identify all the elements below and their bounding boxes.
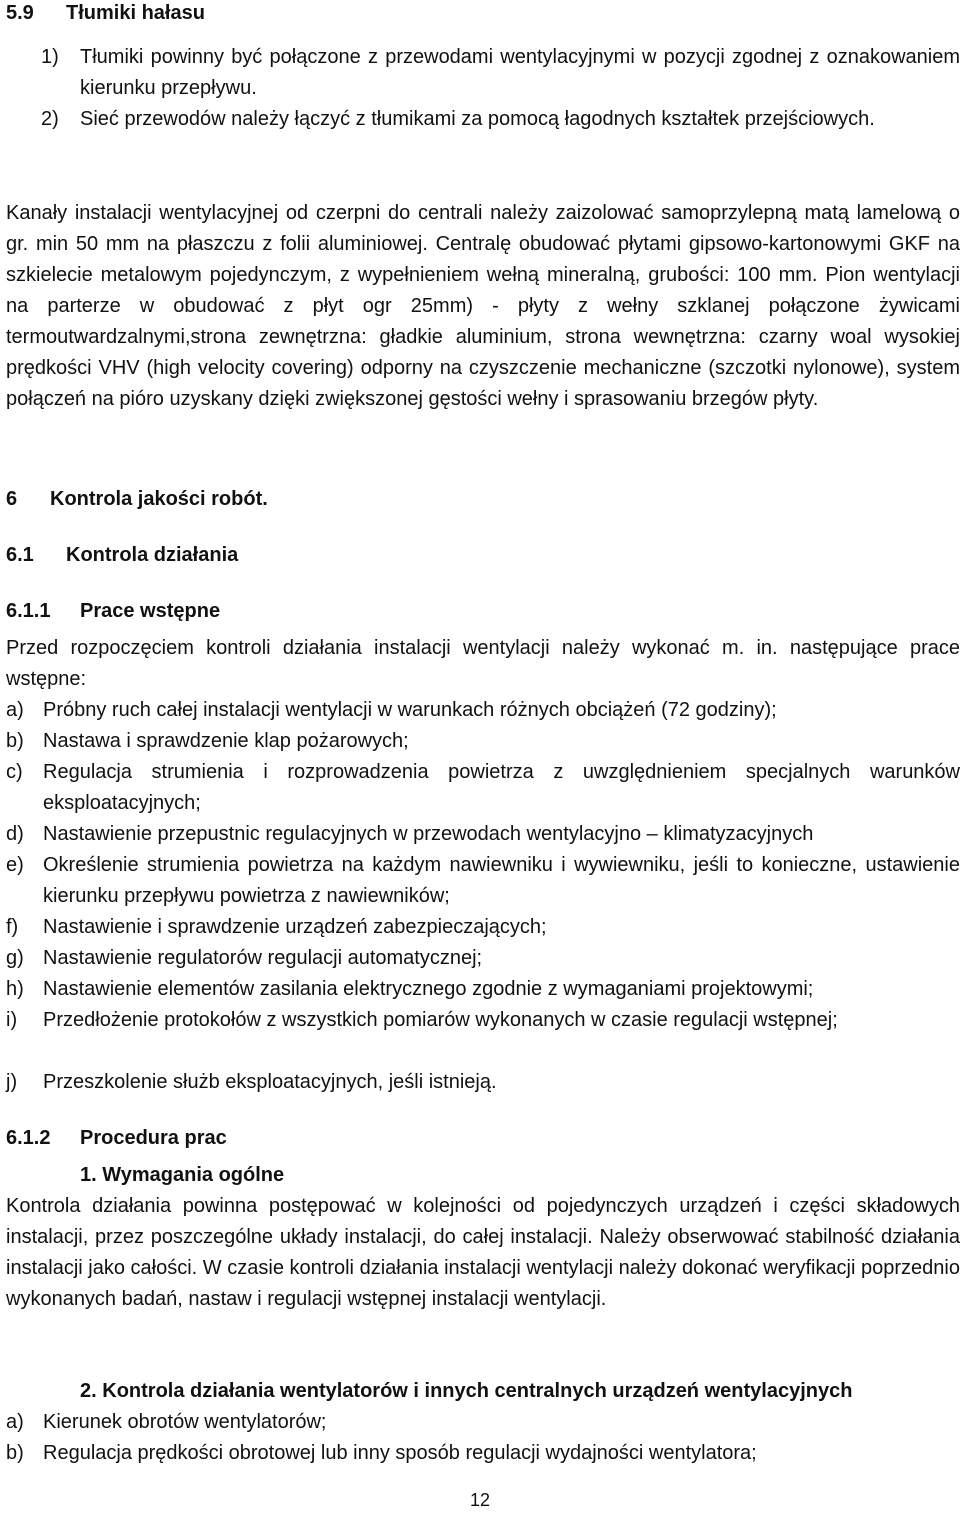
list-marker: g) xyxy=(6,947,24,969)
list-marker: 1) xyxy=(41,46,59,68)
list-text: Nastawienie regulatorów regulacji automatycznej; xyxy=(43,947,483,969)
list-marker: a) xyxy=(6,699,24,721)
list-item xyxy=(6,104,960,166)
page-number: 12 xyxy=(469,1490,491,1510)
subheading-number: 2. xyxy=(80,1380,97,1402)
list-marker: h) xyxy=(6,978,24,1000)
heading-title: Kontrola jakości robót. xyxy=(50,488,268,510)
list-marker: b) xyxy=(6,1442,24,1464)
subheading-fan-control xyxy=(80,1376,852,1407)
heading-number: 5.9 xyxy=(6,2,34,24)
list-marker: b) xyxy=(6,730,24,752)
list-marker: f) xyxy=(6,916,19,938)
list-marker: 2) xyxy=(41,108,59,130)
list-marker: i) xyxy=(6,1009,18,1031)
list-text: Nastawa i sprawdzenie klap pożarowych; xyxy=(43,730,409,752)
section-heading-6-1 xyxy=(6,540,239,571)
subheading-number: 1. xyxy=(80,1164,97,1186)
list-text: Nastawienie i sprawdzenie urządzeń zabezpieczających; xyxy=(43,916,547,938)
heading-number: 6.1.2 xyxy=(6,1127,51,1149)
heading-number: 6 xyxy=(6,488,18,510)
section-heading-5-9 xyxy=(6,0,205,26)
heading-title: Procedura prac xyxy=(80,1127,227,1149)
body-paragraph: Kanały instalacji wentylacyjnej od czerpni do centrali należy zaizolować samoprzylepną matą lamelową o gr. min 50 mm na płaszczu z folii aluminiowej. Centralę obudować płytami gipsowo-kartonowymi GKF na szkielecie metalowym pojedynczym, z wypełnieniem wełną mineralną, grubości: 100 mm. Pion wentylacji na parterze w obudować z płyt ogr 25mm) - płyty z wełny szklanej połączone żywicami termoutwardzalnymi,strona zewnętrzna: gładkie aluminium, strona wewnętrzna: czarny woal wysokiej prędkości VHV (high velocity covering) odporny na czyszczenie mechaniczne (szczotki nylonowe), system połączeń na pióro uzyskany dzięki zwiększonej gęstości wełny i sprasowaniu brzegów płyty. xyxy=(6,202,960,410)
list-marker: a) xyxy=(6,1411,24,1433)
list-text: Nastawienie elementów zasilania elektrycznego zgodnie z wymaganiami projektowymi; xyxy=(43,978,814,1000)
list-text: Nastawienie przepustnic regulacyjnych w przewodach wentylacyjno – klimatyzacyjnych xyxy=(43,823,814,845)
heading-title: Kontrola działania xyxy=(66,544,239,566)
list-item xyxy=(6,42,960,104)
heading-number: 6.1 xyxy=(6,544,34,566)
heading-title: Tłumiki hałasu xyxy=(66,2,205,24)
body-paragraph: Kontrola działania powinna postępować w kolejności od pojedynczych urządzeń i części składowych instalacji, przez poszczególne układy instalacji, do całej instalacji. Należy obserwować stabilność działania instalacji jako całości. W czasie kontroli działania instalacji wentylacji należy dokonać weryfikacji poprzednio wykonanych badań, nastaw i regulacji wstępnej instalacji wentylacji. xyxy=(6,1195,960,1310)
list-marker: j) xyxy=(6,1071,18,1093)
list-text: Próbny ruch całej instalacji wentylacji w warunkach różnych obciążeń (72 godziny); xyxy=(43,699,777,721)
subheading-requirements xyxy=(80,1160,284,1191)
list-marker: d) xyxy=(6,823,24,845)
heading-title: Prace wstępne xyxy=(80,600,221,622)
list-text: Tłumiki powinny być połączone z przewodami wentylacyjnymi w pozycji zgodnej z oznakowaniem kierunku przepływu. xyxy=(80,46,960,99)
list-text: Przedłożenie protokołów z wszystkich pomiarów wykonanych w czasie regulacji wstępnej; xyxy=(43,1009,838,1031)
subheading-title: Wymagania ogólne xyxy=(102,1164,285,1186)
list-text: Regulacja prędkości obrotowej lub inny sposób regulacji wydajności wentylatora; xyxy=(43,1442,757,1464)
list-text: Kierunek obrotów wentylatorów; xyxy=(43,1411,327,1433)
list-text: Określenie strumienia powietrza na każdym nawiewniku i wywiewniku, jeśli to konieczne, ustawienie kierunku przepływu powietrza z nawiewników; xyxy=(43,854,960,907)
list-marker: c) xyxy=(6,761,23,783)
list-marker: e) xyxy=(6,854,24,876)
list-text: Regulacja strumienia i rozprowadzenia powietrza z uwzględnieniem specjalnych warunków eksploatacyjnych; xyxy=(43,761,960,814)
section-heading-6-1-1 xyxy=(6,596,221,627)
body-paragraph: Przed rozpoczęciem kontroli działania instalacji wentylacji należy wykonać m. in. następujące prace wstępne: xyxy=(6,637,960,690)
list-text: Sieć przewodów należy łączyć z tłumikami za pomocą łagodnych kształtek przejściowych. xyxy=(80,108,875,130)
heading-number: 6.1.1 xyxy=(6,600,51,622)
section-heading-6 xyxy=(6,484,268,515)
list-text: Przeszkolenie służb eksploatacyjnych, jeśli istnieją. xyxy=(43,1071,497,1093)
section-heading-6-1-2 xyxy=(6,1123,227,1154)
subheading-title: Kontrola działania wentylatorów i innych centralnych urządzeń wentylacyjnych xyxy=(102,1380,853,1402)
